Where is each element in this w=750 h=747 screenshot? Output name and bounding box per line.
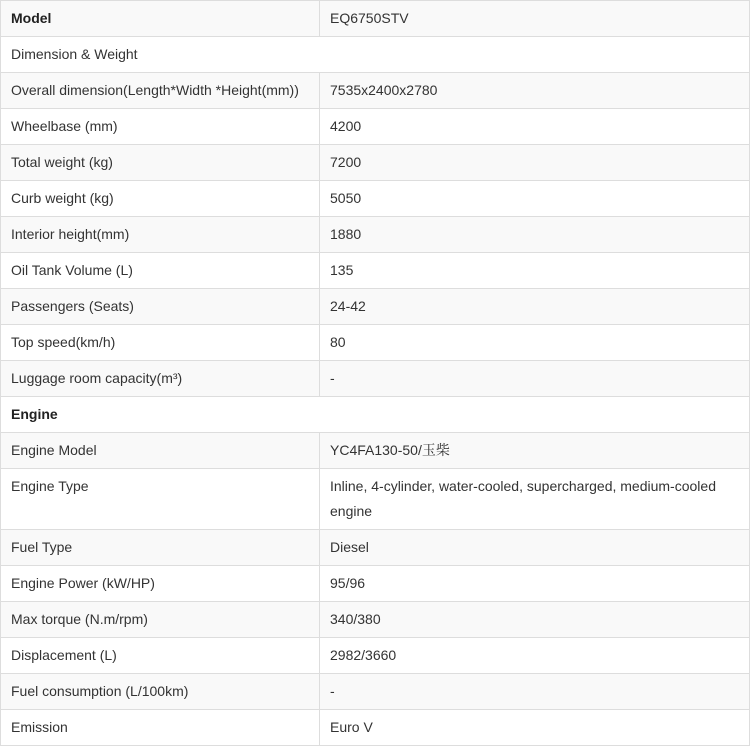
row-label: Luggage room capacity(m³) bbox=[1, 361, 320, 397]
row-label: Top speed(km/h) bbox=[1, 325, 320, 361]
row-value: - bbox=[320, 361, 750, 397]
table-row bbox=[1, 638, 750, 674]
table-row-model bbox=[1, 1, 750, 37]
table-row bbox=[1, 602, 750, 638]
table-row bbox=[1, 289, 750, 325]
row-value: - bbox=[320, 674, 750, 710]
section-title-engine: Engine bbox=[1, 397, 750, 433]
row-label: Curb weight (kg) bbox=[1, 181, 320, 217]
row-value: 24-42 bbox=[320, 289, 750, 325]
row-value: Inline, 4-cylinder, water-cooled, supercharged, medium-cooled engine bbox=[320, 469, 750, 530]
row-label: Overall dimension(Length*Width *Height(mm)) bbox=[1, 73, 320, 109]
row-value: 135 bbox=[320, 253, 750, 289]
row-value: 340/380 bbox=[320, 602, 750, 638]
table-row bbox=[1, 710, 750, 746]
row-label: Engine Type bbox=[1, 469, 320, 530]
table-row bbox=[1, 217, 750, 253]
row-value: 5050 bbox=[320, 181, 750, 217]
table-row bbox=[1, 145, 750, 181]
model-value: EQ6750STV bbox=[320, 1, 750, 37]
table-row bbox=[1, 469, 750, 530]
row-label: Passengers (Seats) bbox=[1, 289, 320, 325]
section-title-dimension: Dimension & Weight bbox=[1, 37, 750, 73]
table-row bbox=[1, 73, 750, 109]
table-row bbox=[1, 253, 750, 289]
row-label: Engine Power (kW/HP) bbox=[1, 566, 320, 602]
section-row-dimension bbox=[1, 37, 750, 73]
table-row bbox=[1, 530, 750, 566]
row-value: 2982/3660 bbox=[320, 638, 750, 674]
table-row bbox=[1, 566, 750, 602]
model-label: Model bbox=[1, 1, 320, 37]
table-row bbox=[1, 109, 750, 145]
row-label: Max torque (N.m/rpm) bbox=[1, 602, 320, 638]
row-value: 80 bbox=[320, 325, 750, 361]
row-value: 7535x2400x2780 bbox=[320, 73, 750, 109]
row-label: Fuel Type bbox=[1, 530, 320, 566]
row-value: 1880 bbox=[320, 217, 750, 253]
section-row-engine bbox=[1, 397, 750, 433]
table-row bbox=[1, 181, 750, 217]
row-label: Displacement (L) bbox=[1, 638, 320, 674]
row-value: YC4FA130-50/玉柴 bbox=[320, 433, 750, 469]
row-value: 95/96 bbox=[320, 566, 750, 602]
table-row bbox=[1, 361, 750, 397]
table-row bbox=[1, 325, 750, 361]
row-value: 4200 bbox=[320, 109, 750, 145]
table-row bbox=[1, 433, 750, 469]
row-value: Diesel bbox=[320, 530, 750, 566]
row-label: Engine Model bbox=[1, 433, 320, 469]
row-label: Wheelbase (mm) bbox=[1, 109, 320, 145]
table-row bbox=[1, 674, 750, 710]
row-label: Oil Tank Volume (L) bbox=[1, 253, 320, 289]
row-label: Interior height(mm) bbox=[1, 217, 320, 253]
row-label: Emission bbox=[1, 710, 320, 746]
row-label: Fuel consumption (L/100km) bbox=[1, 674, 320, 710]
row-value: 7200 bbox=[320, 145, 750, 181]
row-label: Total weight (kg) bbox=[1, 145, 320, 181]
row-value: Euro V bbox=[320, 710, 750, 746]
